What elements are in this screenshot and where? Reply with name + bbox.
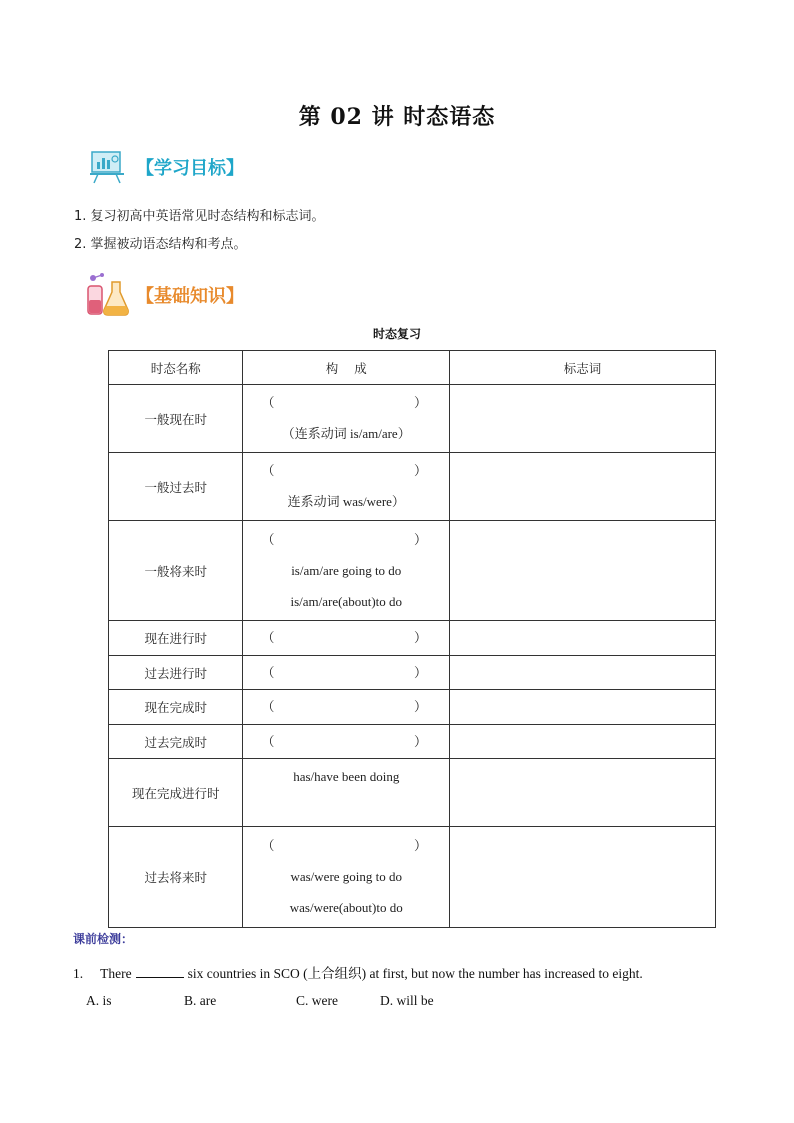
chemistry-flask-icon (84, 272, 132, 318)
paren-open: （ (261, 395, 275, 410)
paren-open: （ (261, 463, 275, 478)
structure-blank[interactable] (243, 831, 449, 861)
table-row (109, 725, 716, 759)
paren-close: ） (414, 664, 428, 680)
paren-open: （ (261, 664, 275, 680)
tense-name-cell: 现在进行时 (109, 621, 243, 656)
structure-blank[interactable] (243, 692, 449, 722)
paren-open: （ (261, 838, 275, 853)
paren-close: ） (414, 463, 428, 478)
option-d[interactable]: D. will be (380, 993, 434, 1008)
objective-item: 1. 复习初高中英语常见时态结构和标志词。 (74, 209, 325, 224)
signal-words-cell[interactable] (450, 385, 716, 453)
option-c[interactable]: C. were (296, 993, 338, 1008)
structure-cell[interactable] (243, 759, 450, 827)
signal-words-cell[interactable] (450, 690, 716, 725)
question-text-before: There (100, 966, 132, 981)
paren-close: ） (414, 838, 428, 853)
option-b[interactable]: B. are (184, 993, 217, 1008)
structure-cell[interactable] (243, 656, 450, 690)
tense-review-table (108, 350, 716, 928)
tense-name-cell: 一般过去时 (109, 453, 243, 521)
presentation-board-icon (88, 150, 132, 184)
table-row (109, 385, 716, 453)
question-number: 1. (73, 966, 84, 981)
paren-open: （ (261, 531, 275, 547)
signal-words-cell[interactable] (450, 725, 716, 759)
table-header-row (109, 351, 716, 385)
table-caption: 时态复习 (372, 327, 421, 341)
structure-cell[interactable] (243, 453, 450, 521)
objective-item: 2. 掌握被动语态结构和考点。 (74, 237, 247, 252)
table-row (109, 690, 716, 725)
table-row (109, 521, 716, 621)
paren-close: ） (414, 699, 428, 714)
answer-blank[interactable] (136, 965, 184, 978)
header-signal-words: 标志词 (450, 351, 716, 385)
table-body (109, 385, 716, 928)
paren-close: ） (414, 630, 428, 645)
paren-close: ） (414, 395, 428, 410)
table-row (109, 656, 716, 690)
structure-line: （连系动词 is/am/are） (281, 426, 411, 441)
structure-line: is/am/are going to do (291, 562, 402, 578)
structure-blank[interactable] (243, 525, 449, 555)
section-basics-header (84, 272, 244, 318)
tense-name-cell: 现在完成进行时 (109, 759, 243, 827)
structure-blank[interactable] (243, 456, 449, 486)
tense-name-cell: 过去完成时 (109, 725, 243, 759)
page-title: 第 02 讲 时态语态 (298, 104, 496, 130)
header-tense-name: 时态名称 (109, 351, 243, 385)
structure-cell[interactable] (243, 725, 450, 759)
paren-open: （ (261, 699, 275, 714)
tense-name-cell: 过去将来时 (109, 827, 243, 928)
signal-words-cell[interactable] (450, 453, 716, 521)
tense-name-cell: 过去进行时 (109, 656, 243, 690)
pretest-heading: 课前检测： (73, 932, 134, 946)
table-row (109, 621, 716, 656)
structure-blank[interactable] (243, 623, 449, 653)
structure-line: is/am/are(about)to do (290, 593, 403, 609)
structure-line: was/were going to do (290, 869, 403, 884)
signal-words-cell[interactable] (450, 521, 716, 621)
structure-cell[interactable] (243, 621, 450, 656)
paren-open: （ (261, 733, 275, 749)
structure-blank[interactable] (243, 658, 449, 688)
tense-name-cell: 现在完成时 (109, 690, 243, 725)
structure-cell[interactable] (243, 690, 450, 725)
signal-words-cell[interactable] (450, 656, 716, 690)
paren-open: （ (261, 630, 275, 645)
structure-blank[interactable] (243, 727, 449, 757)
signal-words-cell[interactable] (450, 621, 716, 656)
structure-line: 连系动词 was/were） (287, 494, 405, 509)
paren-close: ） (414, 733, 428, 749)
structure-cell[interactable] (243, 827, 450, 928)
structure-line: has/have been doing (293, 769, 400, 784)
structure-cell[interactable] (243, 521, 450, 621)
structure-blank[interactable] (243, 388, 449, 418)
header-structure: 构 成 (243, 351, 450, 385)
section-objectives-label: 【学习目标】 (136, 158, 244, 179)
structure-cell[interactable] (243, 385, 450, 453)
objectives-list (74, 203, 325, 259)
table-row (109, 827, 716, 928)
question-text-after: six countries in SCO (上合组织) at first, but now the number has increased to eight. (187, 966, 643, 981)
paren-close: ） (414, 531, 428, 547)
signal-words-cell[interactable] (450, 827, 716, 928)
section-basics-label: 【基础知识】 (136, 286, 244, 307)
table-row (109, 453, 716, 521)
tense-name-cell: 一般现在时 (109, 385, 243, 453)
section-objectives-header (88, 150, 244, 184)
structure-line: was/were(about)to do (289, 900, 403, 915)
tense-name-cell: 一般将来时 (109, 521, 243, 621)
table-row (109, 759, 716, 827)
option-a[interactable]: A. is (86, 993, 112, 1008)
question-1 (73, 962, 643, 982)
signal-words-cell[interactable] (450, 759, 716, 827)
